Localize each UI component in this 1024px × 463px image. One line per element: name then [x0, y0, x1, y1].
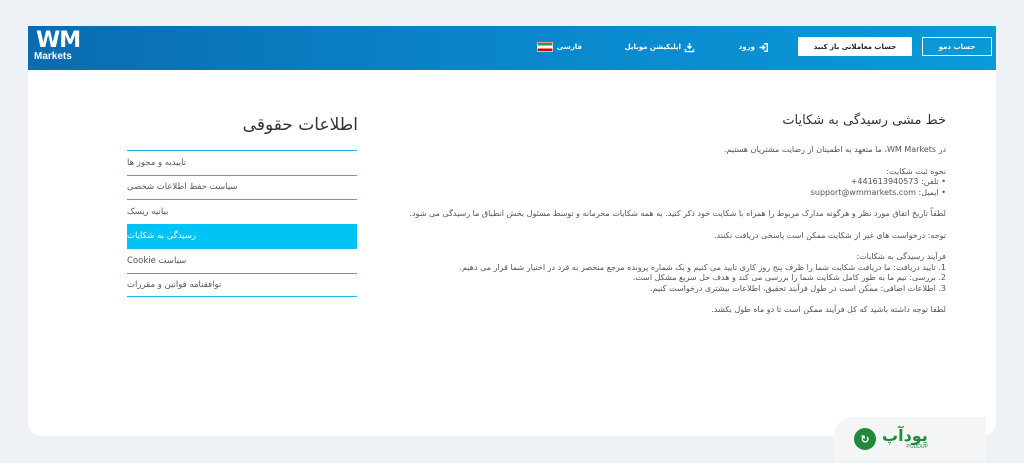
logo-wm: WM: [36, 28, 81, 53]
demo-account-button[interactable]: حساب دمو: [922, 37, 992, 56]
login-link[interactable]: [739, 40, 768, 54]
language-label: فارسی: [556, 43, 582, 51]
legal-sidebar-menu: [127, 150, 357, 297]
process-step-3: 3. اطلاعات اضافی: ممکن است در طول فرآیند تحقیق، اطلاعات بیشتری درخواست کنیم.: [649, 283, 946, 293]
email-line: • ایمیل: support@wmmarkets.com: [810, 187, 946, 197]
sidebar-item-complaints[interactable]: رسیدگی به شکایات: [127, 224, 357, 249]
language-selector[interactable]: [537, 40, 582, 54]
mobile-app-label: اپلیکیشن موبایل: [624, 43, 681, 51]
intro-text: در WM Markets، ما متعهد به اطمینان از رضایت مشتریان هستیم.: [723, 145, 946, 154]
sidebar-title: اطلاعات حقوقی: [242, 115, 358, 135]
main-content: [394, 113, 946, 327]
process-block: [394, 252, 946, 294]
sidebar-item-licenses[interactable]: تاییدیه و مجوز ها: [127, 150, 357, 175]
poddup-watermark: [834, 417, 986, 461]
open-real-account-button[interactable]: حساب معاملاتی باز کنید: [798, 37, 912, 56]
mobile-app-link[interactable]: [625, 40, 694, 54]
please-text: لطفاً تاریخ اتفاق مورد نظر و هرگونه مدارک مربوط را همراه با شکایت خود ذکر کنید. به همه شکایات محرمانه و توسط مسئول بخش انطباق ما رسیدگی می شود.: [409, 209, 946, 218]
sidebar-item-privacy-policy[interactable]: سیاست حفظ اطلاعات شخصی: [127, 175, 357, 200]
login-icon: [759, 43, 768, 52]
contact-block: [394, 167, 946, 199]
process-step-1: 1. تایید دریافت: ما دریافت شکایت شما را ظرف پنج روز کاری تایید می کنیم و یک شماره پرونده مرجع منحصر به فرد در اختیار شما قرار می دهیم.: [459, 262, 946, 272]
poddup-logo-icon: ↻: [854, 428, 876, 450]
process-title: فرآیند رسیدگی به شکایات:: [856, 252, 946, 261]
sidebar-item-cookie-policy[interactable]: سیاست Cookie: [127, 248, 357, 273]
logo-markets: Markets: [34, 51, 72, 62]
top-navbar: [28, 26, 996, 70]
phone-line: • تلفن: 441613940573+: [850, 177, 946, 186]
note-text: توجه: درخواست های غیر از شکایت ممکن است پاسخی دریافت نکنند.: [713, 230, 946, 240]
watermark-sub: PODDUP: [906, 444, 928, 450]
sidebar-item-risk-disclosure[interactable]: بیانیه ریسک: [127, 199, 357, 224]
howto-title: نحوه ثبت شکایت:: [886, 166, 946, 176]
process-step-2: 2. بررسی: تیم ما به طور کامل شکایت شما را بررسی می کند و هدف حل سریع مشکل است.: [632, 273, 946, 282]
wm-markets-logo[interactable]: [34, 30, 86, 66]
page-frame: [28, 26, 996, 450]
closing-text: لطفا توجه داشته باشید که کل فرآیند ممکن است تا دو ماه طول بکشد.: [711, 305, 946, 314]
watermark-text-block: [882, 428, 928, 450]
watermark-text: پودآپ: [882, 426, 928, 445]
sidebar-item-terms[interactable]: توافقنامه قوانین و مقررات: [127, 273, 357, 298]
download-icon: [685, 43, 694, 52]
login-label: ورود: [738, 43, 755, 51]
page-title: خط مشی رسیدگی به شکایات: [782, 113, 946, 128]
iran-flag-icon: [537, 42, 553, 52]
